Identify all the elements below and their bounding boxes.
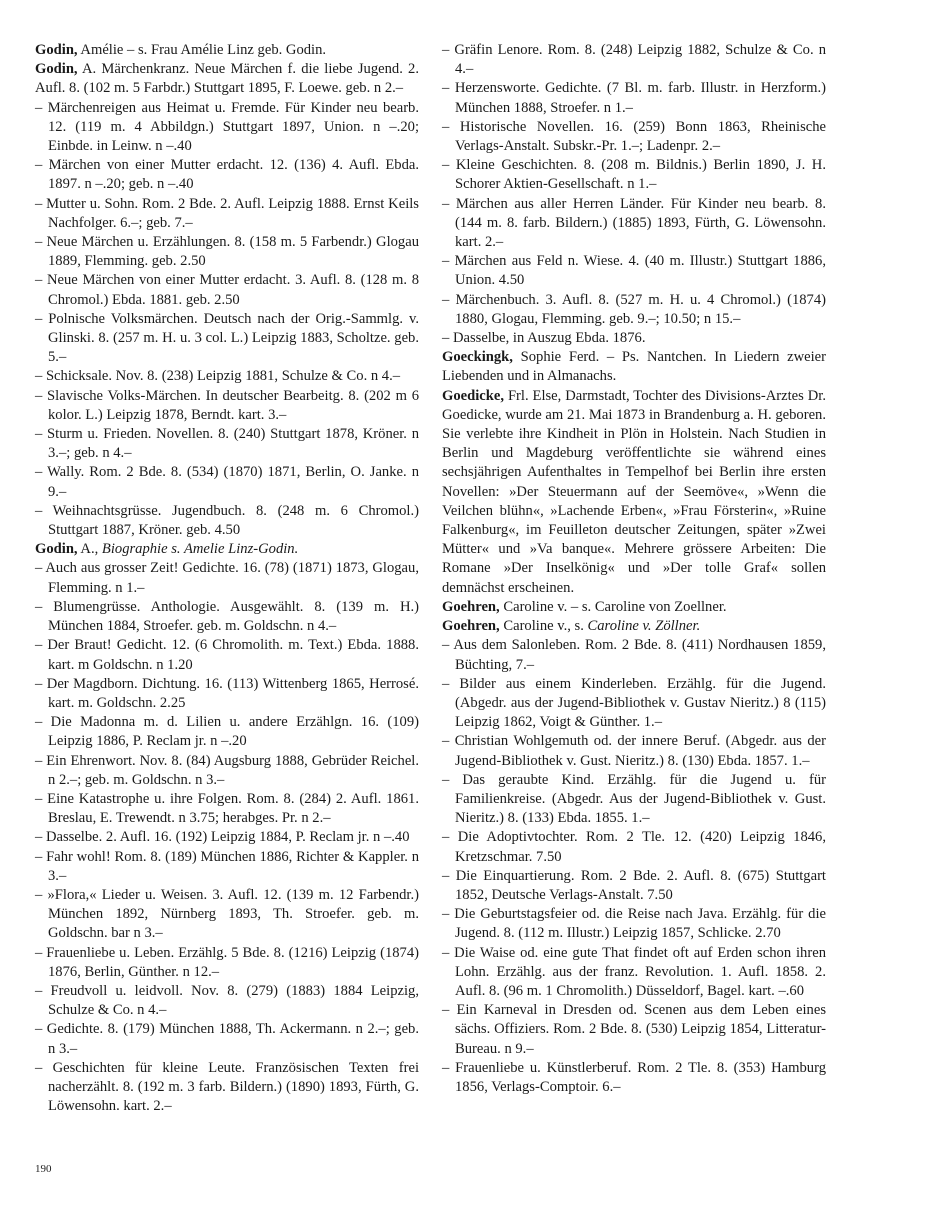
- entry-text: – Märchen aus Feld n. Wiese. 4. (40 m. Illustr.) Stuttgart 1886, Union. 4.50: [442, 253, 826, 289]
- sub-entry: [442, 905, 826, 943]
- entry-headword: Goehren,: [442, 598, 500, 615]
- entry-text: – Ein Ehrenwort. Nov. 8. (84) Augsburg 1888, Gebrüder Reichel. n 2.–; geb. m. Goldschn. n 3.–: [35, 752, 419, 788]
- entry-text: – Das geraubte Kind. Erzählg. für die Jugend u. für Familienkreise. (Abgedr. Aus der Jugend-Bibliothek v. Gust. Nieritz.) 8. (133) Ebda. 1855. 1.–: [442, 771, 826, 827]
- sub-entry: [35, 233, 419, 271]
- entry-text: – Die Adoptivtochter. Rom. 2 Tle. 12. (420) Leipzig 1846, Kretzschmar. 7.50: [442, 829, 826, 865]
- sub-entry: [35, 310, 419, 368]
- sub-entry: [35, 156, 419, 194]
- entry-text: – Blumengrüsse. Anthologie. Ausgewählt. 8. (139 m. H.) München 1884, Stroefer. geb. m. Goldschn. n 4.–: [35, 598, 419, 635]
- entry-text: – Wally. Rom. 2 Bde. 8. (534) (1870) 1871, Berlin, O. Janke. n 9.–: [35, 464, 419, 500]
- entry-text: – Weihnachtsgrüsse. Jugendbuch. 8. (248 m. 6 Chromol.) Stuttgart 1887, Kröner. geb. 4.50: [35, 502, 419, 539]
- sub-entry: [442, 41, 826, 79]
- entry-text: – Die Einquartierung. Rom. 2 Bde. 2. Aufl. 8. (675) Stuttgart 1852, Deutsche Verlags-Anstalt. 7.50: [442, 867, 826, 903]
- entry-text: – Märchen von einer Mutter erdacht. 12. (136) 4. Aufl. Ebda. 1897. n –.20; geb. n –.40: [35, 157, 419, 193]
- sub-entry: [442, 118, 826, 156]
- entry-text: – Dasselbe. 2. Aufl. 16. (192) Leipzig 1884, P. Reclam jr. n –.40: [35, 829, 410, 846]
- main-entry: [442, 348, 826, 386]
- entry-text: – Herzensworte. Gedichte. (7 Bl. m. farb. Illustr. in Herzform.) München 1888, Stroefer. n 1.–: [442, 80, 826, 116]
- sub-entry: [35, 752, 419, 790]
- entry-text: Caroline v., s.: [499, 618, 588, 635]
- entry-text: – Fahr wohl! Rom. 8. (189) München 1886, Richter & Kappler. n 3.–: [35, 848, 419, 884]
- sub-entry: [35, 636, 419, 674]
- entry-text: – Auch aus grosser Zeit! Gedichte. 16. (78) (1871) 1873, Glogau, Flemming. n 1.–: [35, 560, 419, 596]
- entry-headword: Goehren,: [442, 618, 500, 635]
- sub-entry: [35, 559, 419, 597]
- entry-text: A. Märchenkranz. Neue Märchen f. die liebe Jugend. 2. Aufl. 8. (102 m. 5 Farbdr.) Stuttgart 1895, F. Loewe. geb. n 2.–: [35, 61, 419, 97]
- entry-text: – Sturm u. Frieden. Novellen. 8. (240) Stuttgart 1878, Kröner. n 3.–; geb. n 4.–: [35, 426, 419, 462]
- sub-entry: [35, 790, 419, 828]
- entry-text: – Christian Wohlgemuth od. der innere Beruf. (Abgedr. aus der Jugend-Bibliothek v. Gust. Nieritz.) 8. (130) Ebda. 1857. 1.–: [442, 733, 826, 769]
- entry-text: – Schicksale. Nov. 8. (238) Leipzig 1881, Schulze & Co. n 4.–: [35, 368, 401, 385]
- entry-text: – Märchen aus aller Herren Länder. Für Kinder neu bearb. 8. (144 m. 8. farb. Bildern.) (1885) 1893, Fürth, G. Löwensohn. kart. 2.–: [442, 195, 826, 251]
- sub-entry: [442, 732, 826, 770]
- entry-text: A.,: [77, 541, 102, 558]
- main-entry: [35, 41, 419, 60]
- sub-entry: [442, 79, 826, 117]
- entry-text: – Mutter u. Sohn. Rom. 2 Bde. 2. Aufl. Leipzig 1888. Ernst Keils Nachfolger. 6.–; geb. 7.–: [35, 195, 419, 231]
- entry-text: Sophie Ferd. – Ps. Nantchen. In Liedern zweier Liebenden und in Almanachs.: [442, 349, 826, 385]
- left-column: [35, 41, 419, 1116]
- sub-entry: [442, 252, 826, 290]
- entry-text: – Gräfin Lenore. Rom. 8. (248) Leipzig 1882, Schulze & Co. n 4.–: [442, 42, 826, 78]
- sub-entry: [442, 828, 826, 866]
- entry-text: – »Flora,« Lieder u. Weisen. 3. Aufl. 12. (139 m. 12 Farbendr.) München 1892, Nürnberg 1893, Th. Stroefer. geb. m. Goldschn. bar n 3.–: [35, 886, 419, 942]
- entry-headword: Godin,: [35, 42, 78, 58]
- sub-entry: [35, 271, 419, 309]
- main-entry: [442, 617, 826, 636]
- entry-text: Caroline v. – s. Caroline von Zoellner.: [499, 598, 727, 615]
- entry-text: Frl. Else, Darmstadt, Tochter des Divisions-Arztes Dr. Goedicke, wurde am 21. Mai 1873 in Brandenburg a. H. geboren. Sie verlebte ihre Kindheit in Plön in Holstein. Nach Studien in Berlin und Magdeburg veröffentlichte sie während eines sechsjährigen Aufenthaltes in Tempelhof bei Berlin ihre ersten Novellen: »Der Steuermann auf der Seemöve«, »Wenn die Veilchen blühn«, »Lachende Erben«, »Frau Försterin«, »Ruine Falkenburg«, im Feuilleton deutscher Zeitungen, später »Zwei Mütter« und »Va banque«. Mehrere grössere Arbeiten: Die Romane »Der Inselkönig« und »Der tolle Graf« sollen demnächst erscheinen.: [442, 387, 826, 596]
- entry-text: – Märchenreigen aus Heimat u. Fremde. Für Kinder neu bearb. 12. (119 m. 4 Abbildgn.) Stuttgart 1897, Union. n –.20; Einbde. in Leinw. n –.40: [35, 99, 419, 155]
- entry-headword: Godin,: [35, 61, 78, 78]
- entry-italic-text: Caroline v. Zöllner.: [587, 618, 701, 635]
- sub-entry: [35, 886, 419, 944]
- entry-text: – Frauenliebe u. Künstlerberuf. Rom. 2 Tle. 8. (353) Hamburg 1856, Verlags-Comptoir. 6.–: [442, 1059, 826, 1095]
- entry-text: – Historische Novellen. 16. (259) Bonn 1863, Rheinische Verlags-Anstalt. Subskr.-Pr. 1.–; Ladenpr. 2.–: [442, 118, 826, 155]
- sub-entry: [35, 99, 419, 157]
- sub-entry: [442, 944, 826, 1002]
- entry-text: Amélie – s. Frau Amélie Linz geb. Godin.: [77, 42, 327, 58]
- sub-entry: [35, 1059, 419, 1117]
- sub-entry: [442, 195, 826, 253]
- sub-entry: [442, 636, 826, 674]
- entry-text: – Ein Karneval in Dresden od. Scenen aus dem Leben eines sächs. Offiziers. Rom. 2 Bde. 8. (530) Leipzig 1854, Litteratur-Bureau. n 9.–: [442, 1002, 826, 1057]
- sub-entry: [442, 291, 826, 329]
- entry-text: – Eine Katastrophe u. ihre Folgen. Rom. 8. (284) 2. Aufl. 1861. Breslau, E. Trewendt. n 3.75; herabges. Pr. n 2.–: [35, 790, 419, 827]
- entry-text: – Gedichte. 8. (179) München 1888, Th. Ackermann. n 2.–; geb. n 3.–: [35, 1021, 419, 1057]
- sub-entry: [35, 387, 419, 425]
- entry-text: – Polnische Volksmärchen. Deutsch nach der Orig.-Sammlg. v. Glinski. 8. (257 m. H. u. 3 col. L.) Leipzig 1883, Scholtze. geb. 5.–: [35, 310, 419, 366]
- sub-entry: [442, 867, 826, 905]
- sub-entry: [35, 1020, 419, 1058]
- sub-entry: [35, 713, 419, 751]
- sub-entry: [35, 195, 419, 233]
- entry-text: – Frauenliebe u. Leben. Erzählg. 5 Bde. 8. (1216) Leipzig (1874) 1876, Berlin, Günther. n 12.–: [35, 944, 419, 980]
- page-number: 190: [35, 1163, 52, 1175]
- sub-entry: [35, 598, 419, 636]
- sub-entry: [35, 848, 419, 886]
- sub-entry: [442, 675, 826, 733]
- entry-text: – Aus dem Salonleben. Rom. 2 Bde. 8. (411) Nordhausen 1859, Büchting, 7.–: [442, 637, 826, 673]
- entry-italic-text: Biographie s. Amelie Linz-Godin.: [101, 541, 299, 558]
- sub-entry: [35, 425, 419, 463]
- entry-text: – Slavische Volks-Märchen. In deutscher Bearbeitg. 8. (202 m 6 kolor. L.) Leipzig 1878, Berndt. kart. 3.–: [35, 387, 419, 423]
- sub-entry: [35, 944, 419, 982]
- entry-text: – Die Waise od. eine gute That findet oft auf Erden schon ihren Lohn. Erzählg. aus der franz. Revolution. 1. Aufl. 1858. 2. Aufl. 8. (96 m. 1 Chromolith.) Düsseldorf, Bagel. kart. –.60: [442, 944, 826, 999]
- entry-text: – Kleine Geschichten. 8. (208 m. Bildnis.) Berlin 1890, J. H. Schorer Aktien-Gesellschaft. n 1.–: [442, 157, 826, 193]
- right-column: [442, 41, 826, 1097]
- entry-text: – Der Braut! Gedicht. 12. (6 Chromolith. m. Text.) Ebda. 1888. kart. m Goldschn. n 1.20: [35, 637, 419, 673]
- entry-text: – Märchenbuch. 3. Aufl. 8. (527 m. H. u. 4 Chromol.) (1874) 1880, Glogau, Flemming. geb. 9.–; 10.50; n 15.–: [442, 291, 826, 327]
- sub-entry: [35, 982, 419, 1020]
- sub-entry: [35, 502, 419, 540]
- entry-text: – Bilder aus einem Kinderleben. Erzählg. für die Jugend. (Abgedr. aus der Jugend-Bibliothek v. Gustav Nieritz.) 8 (115) Leipzig 1862, Voigt & Günther. 1.–: [442, 675, 826, 731]
- sub-entry: [442, 1059, 826, 1097]
- entry-text: – Der Magdborn. Dichtung. 16. (113) Wittenberg 1865, Herrosé. kart. m. Goldschn. 2.25: [35, 675, 419, 711]
- entry-headword: Goedicke,: [442, 387, 505, 404]
- entry-text: – Geschichten für kleine Leute. Französischen Texten frei nacherzählt. 8. (192 m. 3 farb. Bildern.) (1890) 1893, Fürth, G. Löwensohn. kart. 2.–: [35, 1059, 419, 1115]
- sub-entry: [442, 156, 826, 194]
- entry-text: – Freudvoll u. leidvoll. Nov. 8. (279) (1883) 1884 Leipzig, Schulze & Co. n 4.–: [35, 982, 419, 1019]
- sub-entry: [35, 828, 419, 847]
- entry-text: – Neue Märchen u. Erzählungen. 8. (158 m. 5 Farbendr.) Glogau 1889, Flemming. geb. 2.50: [35, 234, 419, 270]
- entry-headword: Godin,: [35, 541, 78, 558]
- sub-entry: [35, 463, 419, 501]
- sub-entry: [442, 329, 826, 348]
- sub-entry: [35, 367, 419, 386]
- entry-text: – Die Madonna m. d. Lilien u. andere Erzählgn. 16. (109) Leipzig 1886, P. Reclam jr. n –.20: [35, 714, 419, 750]
- main-entry: [35, 540, 419, 559]
- entry-text: – Neue Märchen von einer Mutter erdacht. 3. Aufl. 8. (128 m. 8 Chromol.) Ebda. 1881. geb. 2.50: [35, 272, 419, 308]
- main-entry: [35, 60, 419, 98]
- entry-text: – Dasselbe, in Auszug Ebda. 1876.: [442, 330, 646, 347]
- entry-headword: Goeckingk,: [442, 349, 513, 366]
- sub-entry: [442, 771, 826, 829]
- sub-entry: [35, 675, 419, 713]
- entry-text: – Die Geburtstagsfeier od. die Reise nach Java. Erzählg. für die Jugend. 8. (112 m. Illustr.) Leipzig 1857, Schlicke. 2.70: [442, 906, 826, 942]
- main-entry: [442, 598, 826, 617]
- sub-entry: [442, 1001, 826, 1059]
- main-entry: [442, 387, 826, 598]
